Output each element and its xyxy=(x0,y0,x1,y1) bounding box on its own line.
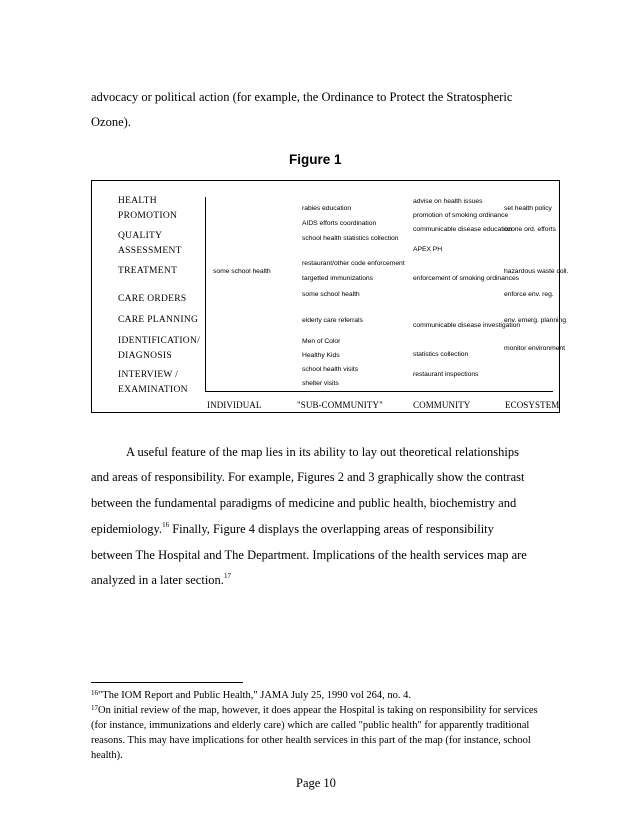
column-label: "SUB-COMMUNITY" xyxy=(297,400,383,410)
footnote-text: "The IOM Report and Public Health," JAMA July 25, 1990 vol 264, no. 4. xyxy=(98,690,412,701)
map-cell-subcommunity: shelter visits xyxy=(302,380,339,387)
map-cell-subcommunity: elderly care referrals xyxy=(302,317,363,324)
row-label: DIAGNOSIS xyxy=(118,351,172,361)
footnote-16 xyxy=(91,690,411,701)
row-label: CARE ORDERS xyxy=(118,294,187,304)
body-line: between the fundamental paradigms of medicine and public health, biochemistry and xyxy=(91,496,517,510)
row-label: TREATMENT xyxy=(118,266,178,276)
footnote-mark: 17 xyxy=(91,704,98,712)
footnote-text: health). xyxy=(91,750,123,761)
map-cell-community: communicable disease education xyxy=(413,226,513,233)
footnote-mark: 16 xyxy=(91,689,98,697)
body-text: analyzed in a later section. xyxy=(91,573,224,587)
body-text: epidemiology. xyxy=(91,522,163,536)
map-cell-community: promotion of smoking ordinance xyxy=(413,212,509,219)
footnote-text: reasons. This may have implications for other health services in this part of the map (for instance, school xyxy=(91,735,531,746)
column-label: COMMUNITY xyxy=(413,400,471,410)
body-line: A useful feature of the map lies in its ability to lay out theoretical relationships xyxy=(126,445,519,459)
map-cell-community: enforcement of smoking ordinances xyxy=(413,275,520,282)
row-label: HEALTH xyxy=(118,196,157,206)
body-text: Finally, Figure 4 displays the overlapping areas of responsibility xyxy=(169,522,494,536)
body-line: and areas of responsibility. For example, Figures 2 and 3 graphically show the contrast xyxy=(91,470,525,484)
map-cell-community: communicable disease investigation xyxy=(413,322,521,329)
footnote-17 xyxy=(91,705,538,716)
map-cell-subcommunity: school health visits xyxy=(302,366,359,373)
row-label: EXAMINATION xyxy=(118,385,188,395)
row-label: INTERVIEW / xyxy=(118,370,179,380)
row-label: PROMOTION xyxy=(118,211,178,221)
footnote-ref-17: 17 xyxy=(223,572,231,580)
row-label: CARE PLANNING xyxy=(118,315,199,325)
map-cell-ecosystem: monitor environment xyxy=(504,345,566,352)
figure-vertical-axis xyxy=(205,197,206,391)
footnote-text: (for instance, immunizations and elderly care) which are called "public health" for apparently traditional xyxy=(91,720,530,731)
map-cell-subcommunity: restaurant/other code enforcement xyxy=(302,260,405,267)
body-line xyxy=(91,573,231,588)
map-cell-subcommunity: school health statistics collection xyxy=(302,235,399,242)
body-line: between The Hospital and The Department. Implications of the health services map are xyxy=(91,548,527,562)
map-cell-subcommunity: some school health xyxy=(302,291,360,298)
map-cell-ecosystem: enforce env. reg. xyxy=(504,291,554,298)
map-cell-ecosystem: ozone ord. efforts xyxy=(504,226,556,233)
map-cell-community: advise on health issues xyxy=(413,198,483,205)
page-number: Page 10 xyxy=(296,776,336,790)
map-cell-community: restaurant inspections xyxy=(413,371,479,378)
intro-line: Ozone). xyxy=(91,115,131,129)
map-cell-subcommunity: AIDS efforts coordination xyxy=(302,220,377,227)
map-cell-community: APEX PH xyxy=(413,246,443,253)
map-cell-ecosystem: set health policy xyxy=(504,205,552,212)
map-cell-community: statistics collection xyxy=(413,351,469,358)
row-label: ASSESSMENT xyxy=(118,246,182,256)
figure-horizontal-axis xyxy=(205,391,553,392)
map-cell-subcommunity: Healthy Kids xyxy=(302,352,340,359)
map-cell-individual: some school health xyxy=(213,268,271,275)
map-cell-subcommunity: Men of Color xyxy=(302,338,341,345)
map-cell-subcommunity: rabies education xyxy=(302,205,352,212)
figure-title: Figure 1 xyxy=(289,152,342,167)
footnote-ref-16: 16 xyxy=(162,521,170,529)
map-cell-subcommunity: targetted immunizations xyxy=(302,275,374,282)
footnote-separator xyxy=(91,682,243,683)
map-cell-ecosystem: hazardous waste coll. xyxy=(504,268,569,275)
footnote-text: On initial review of the map, however, it does appear the Hospital is taking on responsibility for services xyxy=(98,705,538,716)
column-label: ECOSYSTEM xyxy=(505,400,560,410)
row-label: QUALITY xyxy=(118,231,163,241)
row-label: IDENTIFICATION/ xyxy=(118,336,201,346)
column-label: INDIVIDUAL xyxy=(207,400,262,410)
map-cell-ecosystem: env. emerg. planning xyxy=(504,317,566,324)
intro-line: advocacy or political action (for example, the Ordinance to Protect the Stratospheric xyxy=(91,90,513,104)
body-line xyxy=(91,522,494,537)
